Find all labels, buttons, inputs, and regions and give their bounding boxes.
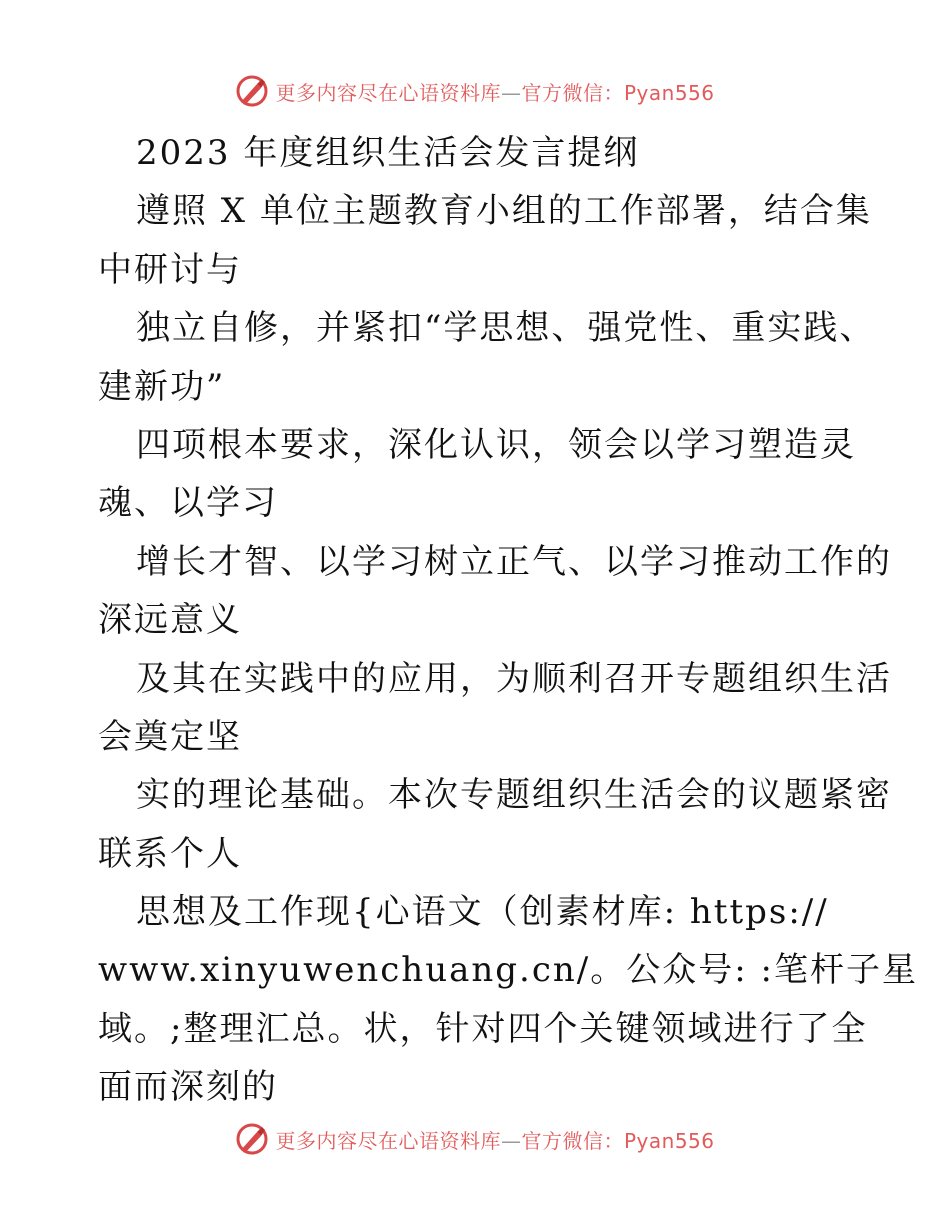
watermark-dash: —: [500, 80, 522, 105]
paragraph-line: 建新功”: [98, 366, 226, 407]
watermark-main: 更多内容尽在心语资料库: [275, 1128, 501, 1153]
paragraph-line: 实的理论基础。本次专题组织生活会的议题紧密: [136, 775, 892, 816]
watermark-main: 更多内容尽在心语资料库: [275, 80, 501, 105]
paragraph-line: 深远意义: [98, 600, 242, 641]
paragraph-line: www.xinyuwenchuang.cn/。公众号: :笔杆子星: [98, 950, 918, 991]
watermark-banner-top: [0, 71, 950, 111]
watermark-wechat-label: 官方微信：: [521, 80, 624, 105]
paragraph-line: 中研讨与: [98, 249, 242, 290]
pen-logo-icon: [235, 1122, 269, 1156]
watermark-wechat-id: Pyan556: [623, 80, 715, 105]
paragraph-line: 增长才智、以学习树立正气、以学习推动工作的: [136, 541, 892, 582]
pen-logo-icon: [235, 74, 269, 108]
watermark-text: [275, 77, 714, 106]
watermark-wechat-id: Pyan556: [623, 1128, 715, 1153]
paragraph-line: 面而深刻的: [98, 1067, 278, 1108]
document-body: [98, 124, 918, 1117]
watermark-banner-bottom: [0, 1119, 950, 1159]
paragraph-line: 域。;整理汇总。状，针对四个关键领域进行了全: [98, 1008, 868, 1049]
document-title: 2023 年度组织生活会发言提纲: [136, 133, 640, 173]
watermark-wechat-label: 官方微信：: [521, 1128, 624, 1153]
paragraph-line: 会奠定坚: [98, 716, 242, 757]
watermark-dash: —: [500, 1128, 522, 1153]
paragraph-line: 四项根本要求，深化认识，领会以学习塑造灵: [136, 424, 856, 465]
paragraph-line: 联系个人: [98, 833, 242, 874]
paragraph-line: 独立自修，并紧扣“学思想、强党性、重实践、: [136, 308, 876, 349]
paragraph-line: 遵照 X 单位主题教育小组的工作部署，结合集: [136, 191, 872, 232]
watermark-text: [275, 1125, 714, 1154]
paragraph-line: 魂、以学习: [98, 483, 278, 524]
paragraph-line: 思想及工作现{心语文（创素材库: https://: [136, 892, 829, 933]
paragraph-line: 及其在实践中的应用，为顺利召开专题组织生活: [136, 658, 892, 699]
